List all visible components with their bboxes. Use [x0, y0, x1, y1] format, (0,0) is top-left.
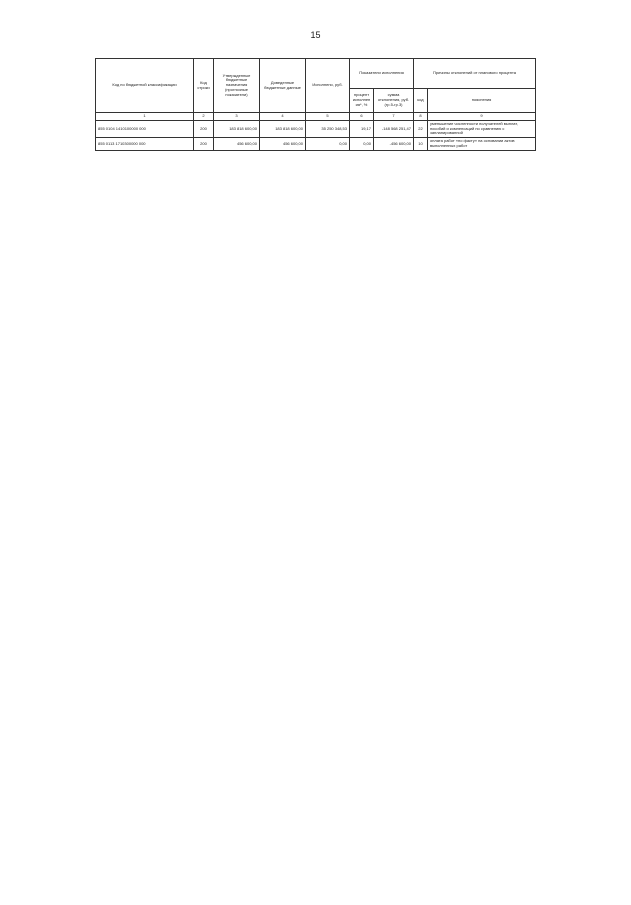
execution-report-table [95, 58, 536, 151]
column-number: 6 [350, 113, 374, 121]
column-number: 9 [428, 113, 536, 121]
communicated-cell: 183 818 600,00 [260, 120, 306, 137]
header-reason-code: код [414, 89, 428, 113]
header-approved: Утвержденные бюджетные назначения (прогнозные показатели) [214, 59, 260, 113]
approved-cell: 456 600,00 [214, 138, 260, 151]
column-number: 5 [306, 113, 350, 121]
column-number: 8 [414, 113, 428, 121]
deviation-cell: -148 568 251,47 [374, 120, 414, 137]
column-number: 1 [96, 113, 194, 121]
table-row [96, 120, 536, 137]
header-communicated: Доведенные бюджетные данные [260, 59, 306, 113]
header-deviation: сумма отклонения, руб. (гр.5-гр.3) [374, 89, 414, 113]
column-number: 4 [260, 113, 306, 121]
column-number: 3 [214, 113, 260, 121]
percent-cell: 0,00 [350, 138, 374, 151]
deviation-cell: -456 600,00 [374, 138, 414, 151]
communicated-cell: 456 600,00 [260, 138, 306, 151]
column-number: 2 [194, 113, 214, 121]
header-reasons-group: Причины отклонений от планового процента [414, 59, 536, 89]
header-line-code: Код строки [194, 59, 214, 113]
line-code-cell: 200 [194, 120, 214, 137]
page-number: 15 [310, 30, 321, 40]
reason-code-cell: 22 [414, 120, 428, 137]
header-executed: Исполнено, руб. [306, 59, 350, 113]
header-percent: процент исполнения*, % [350, 89, 374, 113]
header-explanation: пояснения [428, 89, 536, 113]
line-code-cell: 200 [194, 138, 214, 151]
percent-cell: 19,17 [350, 120, 374, 137]
header-budget-code: Код по бюджетной классификации [96, 59, 194, 113]
approved-cell: 183 818 600,00 [214, 120, 260, 137]
executed-cell: 35 250 348,53 [306, 120, 350, 137]
column-number: 7 [374, 113, 414, 121]
reason-code-cell: 10 [414, 138, 428, 151]
budget-code-cell: 855 0104 1410100000 000 [96, 120, 194, 137]
header-indicators-group: Показатели исполнения [350, 59, 414, 89]
explanation-cell: оплата работ «по факту» на основании актов выполненных работ [428, 138, 536, 151]
explanation-cell: уменьшение численности получателей выплат, пособий и компенсаций по сравнению с запланированной [428, 120, 536, 137]
table-row [96, 138, 536, 151]
executed-cell: 0,00 [306, 138, 350, 151]
budget-code-cell: 855 0113 1710300000 000 [96, 138, 194, 151]
